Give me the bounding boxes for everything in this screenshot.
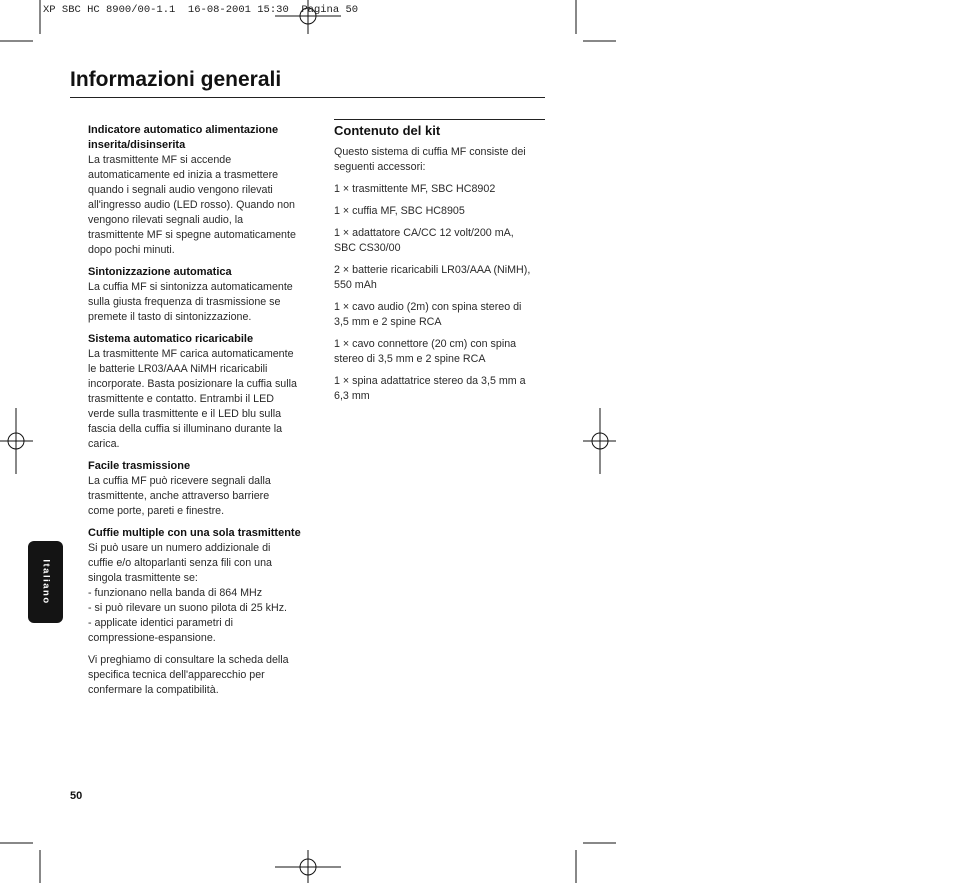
feature-section (88, 526, 303, 646)
feature-heading: Indicatore automatico alimentazione inserita/disinserita (88, 124, 279, 151)
registration-mark-top (275, 0, 341, 34)
kit-item: 1 × cuffia MF, SBC HC8905 (334, 205, 465, 217)
print-slug: XP SBC HC 8900/00-1.1 16-08-2001 15:30 Pagina 50 (43, 4, 359, 16)
kit-contents-column (334, 119, 546, 411)
kit-item: 1 × cavo audio (2m) con spina stereo di 3,5 mm e 2 spine RCA (334, 301, 522, 328)
registration-mark-left (0, 408, 33, 474)
kit-intro: Questo sistema di cuffia MF consiste dei seguenti accessori: (334, 146, 526, 173)
feature-body: La trasmittente MF si accende automaticamente ed inizia a trasmettere quando i segnali audio vengono rilevati all'ingresso audio (LED rosso). Quando non vengono rilevati segnali audio, la trasmittente MF si spegne automaticamente dopo pochi minuti. (88, 154, 296, 256)
kit-item: 1 × adattatore CA/CC 12 volt/200 mA, SBC CS30/00 (334, 227, 514, 254)
language-tab-label: Italiano (40, 559, 51, 605)
feature-heading: Sintonizzazione automatica (88, 266, 232, 278)
feature-heading: Sistema automatico ricaricabile (88, 333, 254, 345)
kit-item: 1 × cavo connettore (20 cm) con spina stereo di 3,5 mm e 2 spine RCA (334, 338, 517, 365)
kit-item: 1 × spina adattatrice stereo da 3,5 mm a 6,3 mm (334, 375, 526, 402)
feature-section (88, 123, 303, 258)
feature-heading: Cuffie multiple con una sola trasmittente (88, 527, 301, 539)
compatibility-note (88, 653, 303, 698)
feature-section (88, 332, 303, 452)
registration-mark-bottom (275, 850, 341, 883)
feature-heading: Facile trasmissione (88, 460, 191, 472)
kit-heading: Contenuto del kit (334, 123, 441, 138)
feature-body: La trasmittente MF carica automaticamente le batterie LR03/AAA NiMH ricaricabili incorporate. Basta posizionare la cuffia sulla trasmittente e contatto. Entrambi il LED verde sulla trasmittente e il LED blu sulla fascia della cuffia si illuminano durante la carica. (88, 348, 297, 450)
page-number: 50 (70, 790, 83, 802)
title-rule (70, 97, 545, 98)
kit-item: 1 × trasmittente MF, SBC HC8902 (334, 183, 496, 195)
feature-section (88, 265, 303, 325)
feature-body: La cuffia MF può ricevere segnali dalla trasmittente, anche attraverso barriere come porte, pareti e finestre. (88, 475, 271, 517)
language-tab (28, 541, 63, 623)
features-column (88, 123, 303, 705)
feature-section (88, 459, 303, 519)
section-rule (334, 119, 545, 120)
registration-mark-right (583, 408, 616, 474)
feature-body: Vi preghiamo di consultare la scheda della specifica tecnica dell'apparecchio per confermare la compatibilità. (88, 654, 289, 696)
feature-body: Si può usare un numero addizionale di cuffie e/o altoparlanti senza fili con una singola trasmittente se: - funzionano nella banda di 864 MHz - si può rilevare un suono pilota di 25 kHz. - applicate identici parametri di compressione-espansione. (88, 542, 288, 644)
feature-body: La cuffia MF si sintonizza automaticamente sulla giusta frequenza di trasmissione se premete il tasto di sintonizzazione. (88, 281, 293, 323)
page-title: Informazioni generali (70, 68, 282, 91)
kit-item: 2 × batterie ricaricabili LR03/AAA (NiMH), 550 mAh (334, 264, 531, 291)
